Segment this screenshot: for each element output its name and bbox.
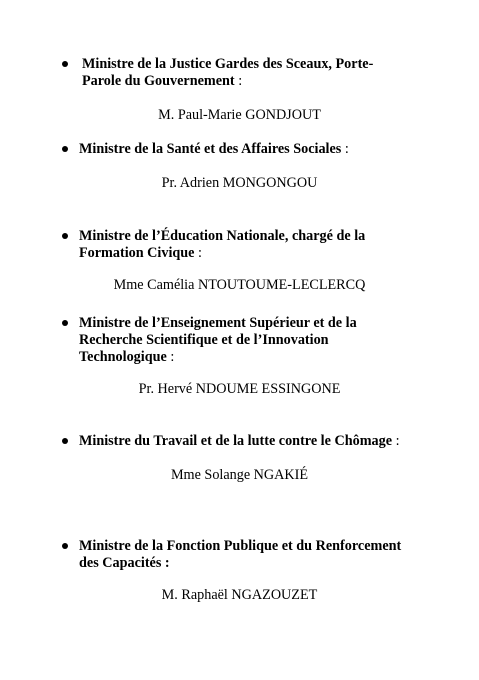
minister-name: Pr. Adrien MONGONGOU — [161, 175, 318, 191]
ministry-title-suffix: : — [234, 73, 243, 89]
ministry-title — [79, 228, 409, 262]
ministry-title-text: Ministre de la Santé et des Affaires Sociales — [79, 141, 342, 157]
ministry-title-suffix: : — [341, 141, 349, 157]
bullet-icon — [62, 146, 68, 152]
bullet-icon — [62, 438, 68, 444]
bullet-icon — [62, 543, 68, 549]
minister-name: Pr. Hervé NDOUME ESSINGONE — [138, 381, 341, 397]
minister-name: Mme Camélia NTOUTOUME-LECLERCQ — [113, 277, 366, 293]
minister-name: M. Paul-Marie GONDJOUT — [158, 107, 321, 123]
ministry-title — [79, 141, 409, 158]
ministry-title-text: Ministre de l’Enseignement Supérieur et de la Recherche Scientifique et de l’Innovation Technologique — [79, 315, 357, 365]
ministry-title-text: Ministre de la Justice Gardes des Sceaux, Porte-Parole du Gouvernement — [82, 56, 374, 89]
ministry-title-suffix: : — [392, 433, 400, 449]
minister-name: M. Raphaël NGAZOUZET — [161, 587, 318, 603]
bullet-icon — [62, 233, 68, 239]
bullet-icon — [62, 320, 68, 326]
ministry-title-suffix: : — [166, 349, 175, 365]
bullet-icon — [62, 61, 68, 67]
ministry-title — [79, 315, 379, 366]
ministry-title — [79, 433, 439, 450]
ministry-title-suffix: : — [194, 245, 202, 261]
ministry-title — [82, 56, 412, 90]
ministry-title-text: Ministre de l’Éducation Nationale, chargé de la Formation Civique — [79, 228, 366, 261]
ministry-title-text: Ministre du Travail et de la lutte contre le Chômage — [79, 433, 393, 449]
ministry-title — [79, 538, 424, 572]
minister-name: Mme Solange NGAKIÉ — [170, 467, 309, 483]
ministry-title-text: Ministre de la Fonction Publique et du Renforcement des Capacités : — [79, 538, 402, 571]
